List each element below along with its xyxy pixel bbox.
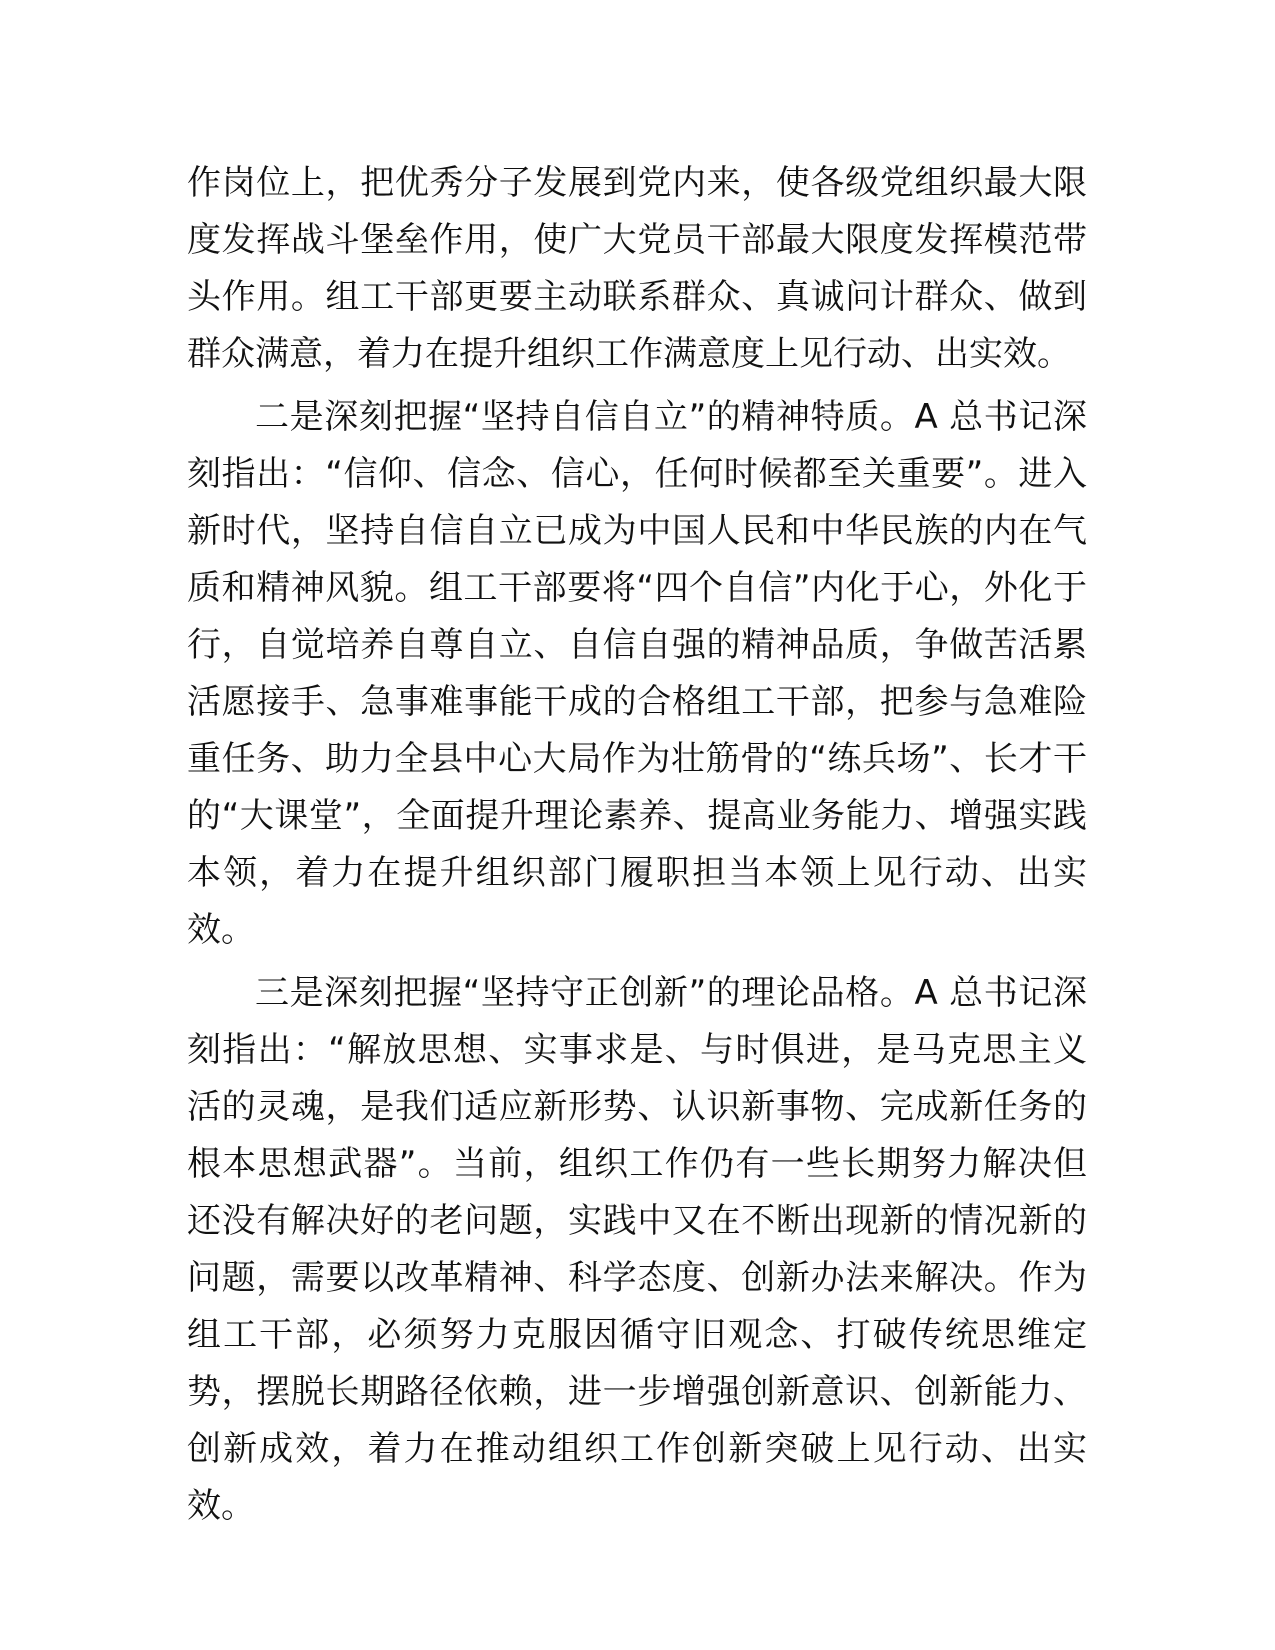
paragraph-point-two: 二是深刻把握“坚持自信自立”的精神特质。A 总书记深刻指出：“信仰、信念、信心，任何时候都至关重要”。进入新时代，坚持自信自立已成为中国人民和中华民族的内在气质和精神风貌。组工干部要将“四个自信”内化于心，外化于行，自觉培养自尊自立、自信自强的精神品质，争做苦活累活愿接手、急事难事能干成的合格组工干部，把参与急难险重任务、助力全县中心大局作为壮筋骨的“练兵场”、长才干的“大课堂”，全面提升理论素养、提高业务能力、增强实践本领，着力在提升组织部门履职担当本领上见行动、出实效。 xyxy=(187,397,1087,950)
document-body xyxy=(187,155,1087,1541)
paragraph-continuation: 作岗位上，把优秀分子发展到党内来，使各级党组织最大限度发挥战斗堡垒作用，使广大党员干部最大限度发挥模范带头作用。组工干部更要主动联系群众、真诚问计群众、做到群众满意，着力在提升组织工作满意度上见行动、出实效。 xyxy=(187,163,1087,374)
paragraph-point-three: 三是深刻把握“坚持守正创新”的理论品格。A 总书记深刻指出：“解放思想、实事求是、与时俱进，是马克思主义活的灵魂，是我们适应新形势、认识新事物、完成新任务的根本思想武器”。当前，组织工作仍有一些长期努力解决但还没有解决好的老问题，实践中又在不断出现新的情况新的问题，需要以改革精神、科学态度、创新办法来解决。作为组工干部，必须努力克服因循守旧观念、打破传统思维定势，摆脱长期路径依赖，进一步增强创新意识、创新能力、创新成效，着力在推动组织工作创新突破上见行动、出实效。 xyxy=(187,973,1087,1526)
